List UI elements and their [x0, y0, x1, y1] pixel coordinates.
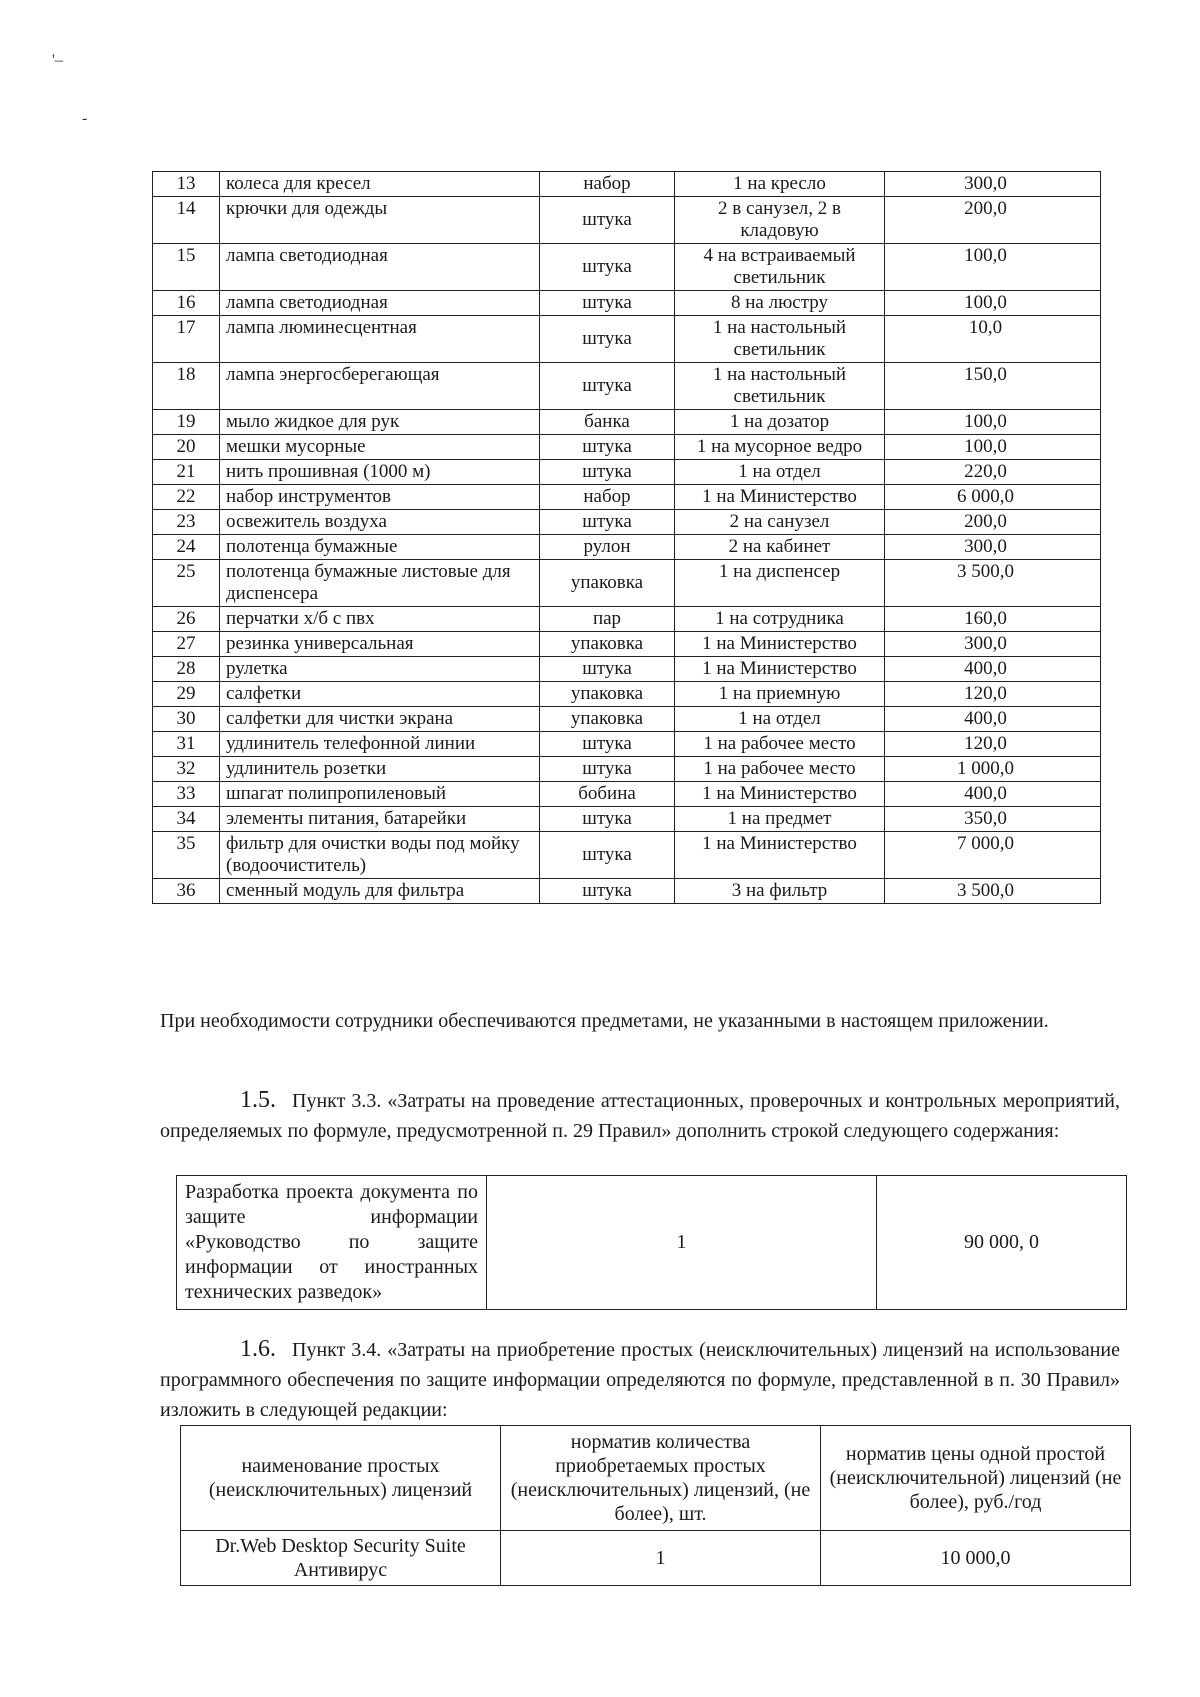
item-num-cell: 25 — [153, 560, 220, 607]
item-norm-cell: 1 на дозатор — [675, 410, 885, 435]
note-paragraph: При необходимости сотрудники обеспечиваются предметами, не указанными в настоящем приложении. — [160, 1010, 1049, 1032]
item-name-cell: элементы питания, батарейки — [220, 807, 540, 832]
supplies-table — [152, 171, 1101, 904]
item-unit-cell: штука — [540, 832, 675, 879]
table-row — [153, 832, 1101, 879]
item-unit-cell: набор — [540, 485, 675, 510]
item-price-cell: 100,0 — [885, 244, 1101, 291]
item-norm-cell: 1 на Министерство — [675, 657, 885, 682]
item-num-cell: 23 — [153, 510, 220, 535]
item-unit-cell: штука — [540, 757, 675, 782]
item-price-cell: 100,0 — [885, 291, 1101, 316]
item-unit-cell: штука — [540, 363, 675, 410]
attestation-qty-cell: 1 — [487, 1176, 877, 1310]
item-norm-cell: 2 в санузел, 2 в кладовую — [675, 197, 885, 244]
license-table — [180, 1425, 1131, 1586]
item-name-cell: полотенца бумажные листовые для диспенсера — [220, 560, 540, 607]
license-name-header: наименование простых (неисключительных) лицензий — [181, 1426, 501, 1531]
item-unit-cell: штука — [540, 879, 675, 904]
item-name-cell: рулетка — [220, 657, 540, 682]
item-price-cell: 120,0 — [885, 682, 1101, 707]
section-1-5-text: Пункт 3.3. «Затраты на проведение аттестационных, проверочных и контрольных мероприятий, определяемых по формуле, предусмотренной п. 29 Правил» дополнить строкой следующего содержания: — [160, 1090, 1120, 1142]
item-name-cell: лампа светодиодная — [220, 244, 540, 291]
table-row — [153, 879, 1101, 904]
item-price-cell: 400,0 — [885, 657, 1101, 682]
table-row — [153, 485, 1101, 510]
item-num-cell: 36 — [153, 879, 220, 904]
item-unit-cell: упаковка — [540, 632, 675, 657]
item-price-cell: 220,0 — [885, 460, 1101, 485]
item-num-cell: 27 — [153, 632, 220, 657]
item-name-cell: удлинитель телефонной линии — [220, 732, 540, 757]
item-name-cell: лампа люминесцентная — [220, 316, 540, 363]
table-row — [153, 316, 1101, 363]
table-row — [153, 607, 1101, 632]
item-num-cell: 22 — [153, 485, 220, 510]
item-name-cell: шпагат полипропиленовый — [220, 782, 540, 807]
item-price-cell: 400,0 — [885, 782, 1101, 807]
item-norm-cell: 3 на фильтр — [675, 879, 885, 904]
item-unit-cell: пар — [540, 607, 675, 632]
item-name-cell: удлинитель розетки — [220, 757, 540, 782]
table-row — [153, 682, 1101, 707]
item-name-cell: салфетки для чистки экрана — [220, 707, 540, 732]
item-name-cell: полотенца бумажные — [220, 535, 540, 560]
table-row — [177, 1176, 1127, 1310]
table-row — [153, 782, 1101, 807]
item-unit-cell: рулон — [540, 535, 675, 560]
item-price-cell: 7 000,0 — [885, 832, 1101, 879]
attestation-table — [176, 1175, 1127, 1310]
table-row — [153, 460, 1101, 485]
item-norm-cell: 1 на Министерство — [675, 782, 885, 807]
item-price-cell: 350,0 — [885, 807, 1101, 832]
item-price-cell: 400,0 — [885, 707, 1101, 732]
item-num-cell: 17 — [153, 316, 220, 363]
item-price-cell: 3 500,0 — [885, 879, 1101, 904]
item-unit-cell: упаковка — [540, 682, 675, 707]
section-1-6-text: Пункт 3.4. «Затраты на приобретение простых (неисключительных) лицензий на использование программного обеспечения по защите информации определяются по формуле, представленной в п. 30 Правил» изложить в следующей редакции: — [160, 1339, 1120, 1421]
item-norm-cell: 1 на мусорное ведро — [675, 435, 885, 460]
item-norm-cell: 4 на встраиваемый светильник — [675, 244, 885, 291]
table-row — [153, 363, 1101, 410]
item-name-cell: освежитель воздуха — [220, 510, 540, 535]
table-row — [153, 435, 1101, 460]
table-row — [153, 535, 1101, 560]
license-name-cell: Dr.Web Desktop Security Suite Антивирус — [181, 1531, 501, 1586]
license-qty-cell: 1 — [501, 1531, 821, 1586]
item-price-cell: 100,0 — [885, 410, 1101, 435]
item-price-cell: 10,0 — [885, 316, 1101, 363]
item-name-cell: набор инструментов — [220, 485, 540, 510]
table-row — [153, 172, 1101, 197]
item-num-cell: 29 — [153, 682, 220, 707]
item-price-cell: 160,0 — [885, 607, 1101, 632]
item-name-cell: лампа энергосберегающая — [220, 363, 540, 410]
item-num-cell: 24 — [153, 535, 220, 560]
table-row — [153, 560, 1101, 607]
table-row — [153, 510, 1101, 535]
item-norm-cell: 1 на сотрудника — [675, 607, 885, 632]
item-name-cell: нить прошивная (1000 м) — [220, 460, 540, 485]
item-num-cell: 20 — [153, 435, 220, 460]
item-num-cell: 35 — [153, 832, 220, 879]
section-1-6-paragraph — [160, 1334, 1120, 1425]
item-price-cell: 150,0 — [885, 363, 1101, 410]
table-row — [153, 632, 1101, 657]
scan-mark: - — [82, 110, 88, 127]
item-unit-cell: штука — [540, 732, 675, 757]
item-price-cell: 3 500,0 — [885, 560, 1101, 607]
item-unit-cell: штука — [540, 807, 675, 832]
table-row — [153, 707, 1101, 732]
item-num-cell: 28 — [153, 657, 220, 682]
item-unit-cell: упаковка — [540, 707, 675, 732]
item-name-cell: сменный модуль для фильтра — [220, 879, 540, 904]
item-name-cell: резинка универсальная — [220, 632, 540, 657]
item-price-cell: 6 000,0 — [885, 485, 1101, 510]
item-norm-cell: 1 на кресло — [675, 172, 885, 197]
item-num-cell: 30 — [153, 707, 220, 732]
section-1-6-number: 1.6. — [240, 1336, 276, 1362]
item-norm-cell: 1 на Министерство — [675, 832, 885, 879]
item-name-cell: крючки для одежды — [220, 197, 540, 244]
item-norm-cell: 2 на кабинет — [675, 535, 885, 560]
item-price-cell: 200,0 — [885, 197, 1101, 244]
item-num-cell: 19 — [153, 410, 220, 435]
item-price-cell: 1 000,0 — [885, 757, 1101, 782]
item-num-cell: 31 — [153, 732, 220, 757]
item-num-cell: 32 — [153, 757, 220, 782]
item-unit-cell: набор — [540, 172, 675, 197]
item-norm-cell: 1 на Министерство — [675, 485, 885, 510]
license-price-cell: 10 000,0 — [821, 1531, 1131, 1586]
item-num-cell: 26 — [153, 607, 220, 632]
table-row — [181, 1531, 1131, 1586]
item-unit-cell: банка — [540, 410, 675, 435]
item-name-cell: перчатки х/б с пвх — [220, 607, 540, 632]
table-row — [153, 197, 1101, 244]
item-unit-cell: штука — [540, 197, 675, 244]
item-num-cell: 33 — [153, 782, 220, 807]
supplies-table-body — [153, 172, 1101, 904]
item-name-cell: лампа светодиодная — [220, 291, 540, 316]
item-norm-cell: 1 на приемную — [675, 682, 885, 707]
item-unit-cell: штука — [540, 316, 675, 363]
item-unit-cell: штука — [540, 435, 675, 460]
item-price-cell: 300,0 — [885, 632, 1101, 657]
license-price-header: норматив цены одной простой (неисключительной) лицензий (не более), руб./год — [821, 1426, 1131, 1531]
table-row — [153, 410, 1101, 435]
item-unit-cell: штука — [540, 244, 675, 291]
item-num-cell: 34 — [153, 807, 220, 832]
table-header-row — [181, 1426, 1131, 1531]
item-norm-cell: 1 на диспенсер — [675, 560, 885, 607]
table-row — [153, 732, 1101, 757]
table-row — [153, 244, 1101, 291]
item-norm-cell: 8 на люстру — [675, 291, 885, 316]
section-1-5-paragraph — [160, 1085, 1120, 1146]
item-name-cell: мыло жидкое для рук — [220, 410, 540, 435]
item-name-cell: мешки мусорные — [220, 435, 540, 460]
item-price-cell: 120,0 — [885, 732, 1101, 757]
item-price-cell: 200,0 — [885, 510, 1101, 535]
item-norm-cell: 2 на санузел — [675, 510, 885, 535]
item-unit-cell: штука — [540, 291, 675, 316]
item-price-cell: 300,0 — [885, 172, 1101, 197]
item-num-cell: 18 — [153, 363, 220, 410]
item-unit-cell: штука — [540, 657, 675, 682]
scan-mark: '– — [52, 52, 63, 69]
item-num-cell: 21 — [153, 460, 220, 485]
item-name-cell: фильтр для очистки воды под мойку (водоочиститель) — [220, 832, 540, 879]
table-row — [153, 807, 1101, 832]
item-norm-cell: 1 на отдел — [675, 460, 885, 485]
item-norm-cell: 1 на отдел — [675, 707, 885, 732]
item-price-cell: 300,0 — [885, 535, 1101, 560]
license-qty-header: норматив количества приобретаемых простых (неисключительных) лицензий, (не более), шт. — [501, 1426, 821, 1531]
attestation-price-cell: 90 000, 0 — [877, 1176, 1127, 1310]
table-row — [153, 657, 1101, 682]
item-norm-cell: 1 на настольный светильник — [675, 363, 885, 410]
item-unit-cell: штука — [540, 460, 675, 485]
item-num-cell: 16 — [153, 291, 220, 316]
item-num-cell: 13 — [153, 172, 220, 197]
item-norm-cell: 1 на рабочее место — [675, 757, 885, 782]
item-num-cell: 15 — [153, 244, 220, 291]
item-norm-cell: 1 на рабочее место — [675, 732, 885, 757]
item-num-cell: 14 — [153, 197, 220, 244]
item-unit-cell: упаковка — [540, 560, 675, 607]
item-unit-cell: бобина — [540, 782, 675, 807]
attestation-name-cell: Разработка проекта документа по защите информации «Руководство по защите информации от иностранных технических разведок» — [177, 1176, 487, 1310]
item-price-cell: 100,0 — [885, 435, 1101, 460]
table-row — [153, 757, 1101, 782]
item-norm-cell: 1 на настольный светильник — [675, 316, 885, 363]
item-norm-cell: 1 на предмет — [675, 807, 885, 832]
item-unit-cell: штука — [540, 510, 675, 535]
section-1-5-number: 1.5. — [240, 1087, 276, 1113]
table-row — [153, 291, 1101, 316]
item-norm-cell: 1 на Министерство — [675, 632, 885, 657]
item-name-cell: салфетки — [220, 682, 540, 707]
item-name-cell: колеса для кресел — [220, 172, 540, 197]
